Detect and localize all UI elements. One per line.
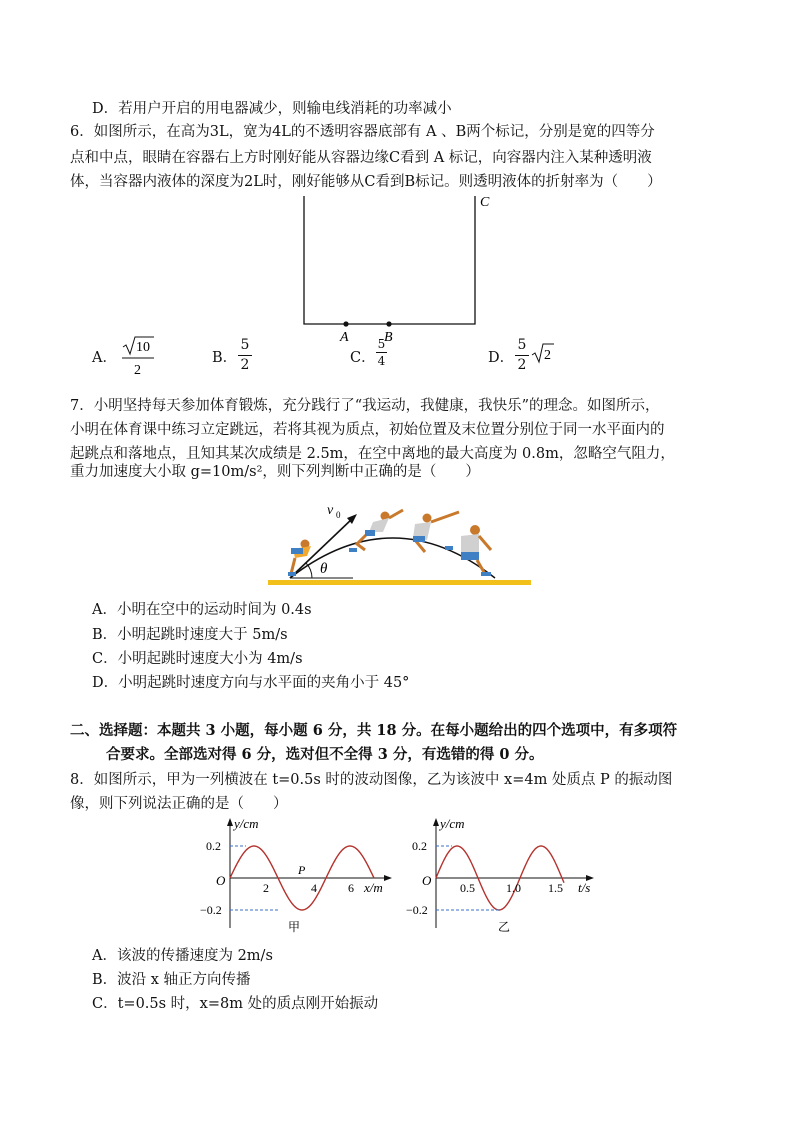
container-outline [304, 196, 475, 324]
wave-x-label: x/m [364, 880, 383, 895]
ground-strip [268, 580, 531, 585]
label-c: C [480, 195, 490, 210]
vib-neg-amp: −0.2 [406, 903, 428, 917]
q6-stem-line1: 6．如图所示，在高为3L，宽为4L的不透明容器底部有 A 、B两个标记，分别是宽的四等分 [70, 124, 655, 140]
wave-tick-2: 2 [263, 881, 269, 895]
q7-option-a: A．小明在空中的运动时间为 0.4s [92, 602, 312, 618]
q7-stem-line2: 小明在体育课中练习立定跳远，若将其视为质点，初始位置及末位置分别位于同一水平面内的 [70, 422, 665, 438]
q7-stem-line3: 起跳点和落地点，且知其某次成绩是 2.5m，在空中离地的最大高度为 0.8m，忽略空气阻力， [70, 446, 675, 462]
wave-y-label: y/cm [234, 816, 259, 831]
q6-option-c-label: C． [350, 350, 376, 366]
q8-stem-line1: 8．如图所示，甲为一列横波在 t=0.5s 时的波动图像，乙为该波中 x=4m 处质点 P 的振动图 [70, 772, 673, 788]
label-b: B [384, 330, 393, 345]
option-a-num: 10 [136, 340, 150, 355]
jumper-figure-2 [349, 510, 403, 552]
q6-option-c-fraction [376, 337, 387, 368]
option-c-den: 4 [377, 354, 386, 368]
label-theta: θ [320, 561, 328, 577]
wave-point-p: P [298, 863, 306, 877]
vib-caption: 乙 [498, 920, 511, 934]
vib-origin: O [422, 873, 432, 888]
q6-container-diagram [290, 188, 510, 348]
q6-option-a-label: A． [92, 350, 117, 366]
mark-a-dot [343, 321, 348, 326]
wave-tick-4: 4 [311, 881, 317, 895]
q6-option-d-label: D． [488, 350, 515, 366]
vib-pos-amp: 0.2 [412, 839, 427, 853]
vib-y-label: y/cm [440, 816, 465, 831]
q7-stem-line1: 7．小明坚持每天参加体育锻炼，充分践行了“我运动，我健康，我快乐”的理念。如图所示， [70, 398, 660, 414]
q6-option-b-fraction [238, 337, 252, 374]
q7-option-b: B．小明起跳时速度大于 5m/s [92, 627, 288, 643]
jumper-figure-3 [413, 512, 459, 552]
section-2-header-line2: 合要求。全部选对得 6 分，选对但不全得 3 分，有选错的得 0 分。 [106, 746, 544, 763]
q5-option-d: D．若用户开启的用电器减少，则输电线消耗的功率减小 [92, 101, 452, 117]
wave-neg-amp: −0.2 [200, 903, 222, 917]
wave-caption: 甲 [288, 920, 301, 934]
label-a: A [340, 330, 349, 345]
svg-text:2: 2 [544, 348, 551, 363]
q7-option-c: C．小明起跳时速度大小为 4m/s [92, 651, 303, 667]
wave-origin: O [216, 873, 226, 888]
q8-option-a: A．该波的传播速度为 2m/s [92, 948, 273, 964]
q8-vibration-graph [400, 816, 600, 938]
jumper-figure-4 [461, 525, 491, 576]
label-v0-sub: 0 [336, 510, 341, 520]
option-b-num: 5 [240, 337, 250, 353]
q8-wave-graph [200, 816, 400, 938]
vib-x-label: t/s [578, 880, 591, 895]
label-v0: v [327, 503, 334, 518]
q8-option-b: B．波沿 x 轴正方向传播 [92, 972, 251, 988]
wave-pos-amp: 0.2 [206, 839, 221, 853]
q7-option-d: D．小明起跳时速度方向与水平面的夹角小于 45° [92, 675, 410, 691]
section-2-header-line1: 二、选择题：本题共 3 小题，每小题 6 分，共 18 分。在每小题给出的四个选项中，有多项符 [70, 722, 678, 739]
q8-stem-line2: 像，则下列说法正确的是（ ） [70, 796, 288, 812]
q8-option-c: C．t=0.5s 时，x=8m 处的质点刚开始振动 [92, 996, 379, 1012]
vib-tick-0-5: 0.5 [460, 881, 475, 895]
q6-option-b-label: B． [212, 350, 238, 366]
q6-stem-line3: 体，当容器内液体的深度为2L时，刚好能够从C看到B标记。则透明液体的折射率为（ ） [70, 174, 662, 190]
wave-tick-6: 6 [348, 881, 354, 895]
q6-stem-line2: 点和中点，眼睛在容器右上方时刚好能从容器边缘C看到 A 标记，向容器内注入某种透明液 [70, 150, 652, 166]
q6-option-d-fraction [515, 337, 529, 374]
option-b-den: 2 [240, 357, 250, 373]
option-a-den: 2 [134, 363, 141, 378]
q7-long-jump-figure [265, 496, 535, 588]
mark-b-dot [386, 321, 391, 326]
option-d-den: 2 [517, 357, 527, 373]
option-d-num: 5 [517, 337, 527, 353]
option-c-num: 5 [377, 337, 386, 351]
vib-tick-1-0: 1.0 [506, 881, 521, 895]
q6-option-a-fraction [121, 334, 155, 386]
q7-stem-line4: 重力加速度大小取 g=10m/s²，则下列判断中正确的是（ ） [70, 464, 480, 480]
vib-tick-1-5: 1.5 [548, 881, 563, 895]
q6-option-d-root [531, 340, 555, 370]
